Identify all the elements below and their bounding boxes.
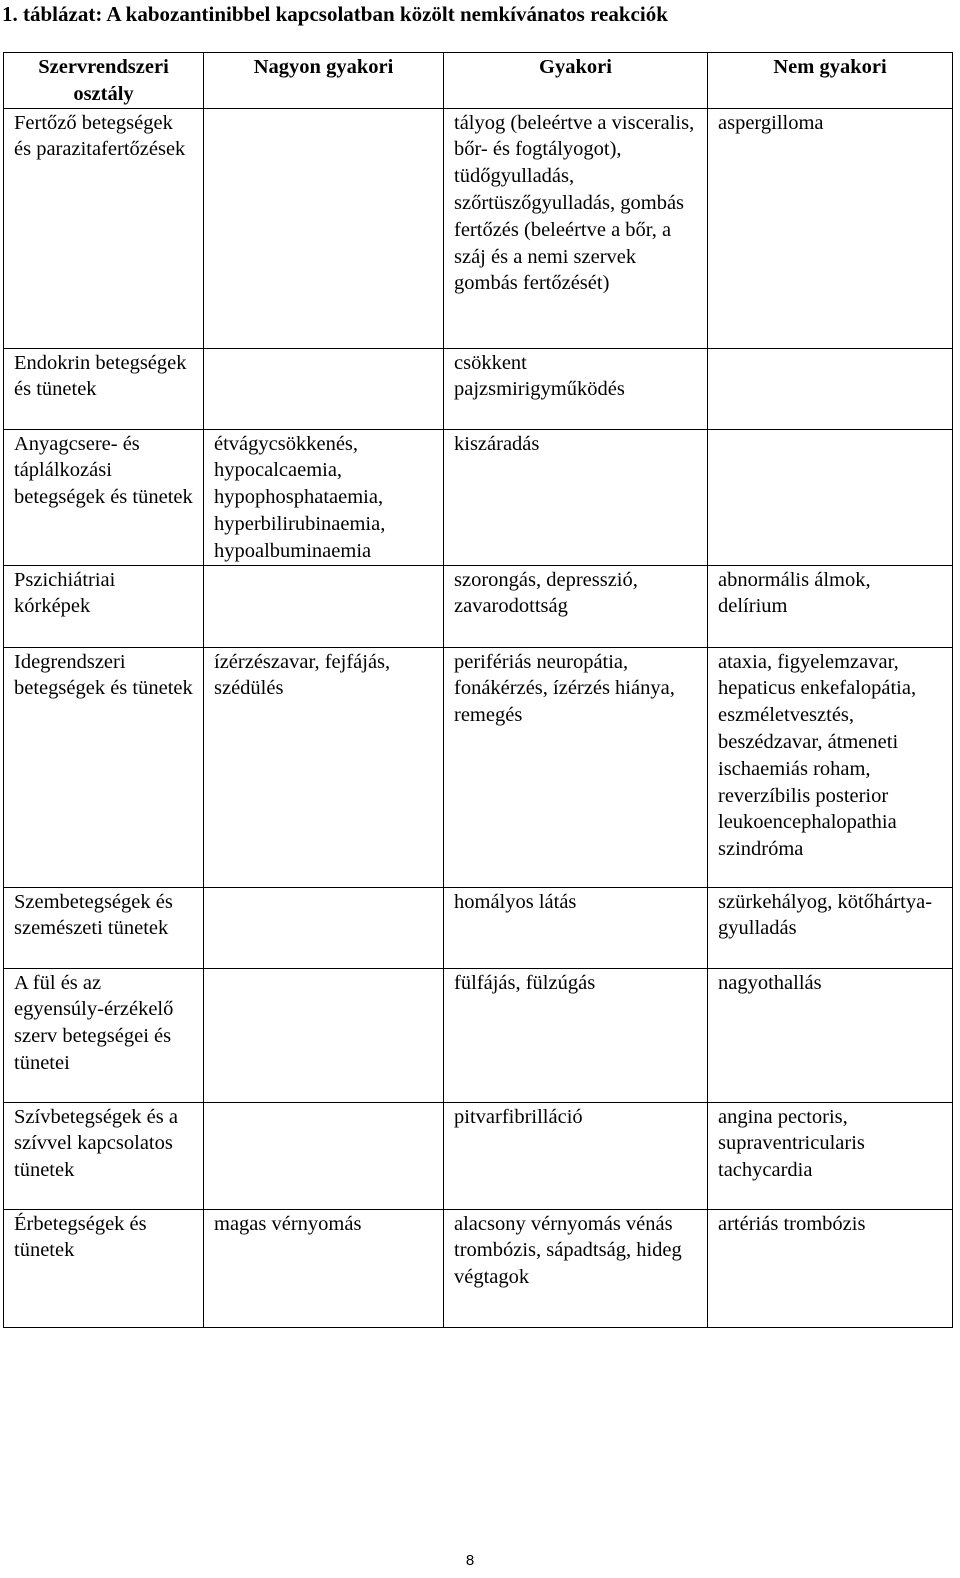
cell-common: kiszáradás [444, 429, 708, 565]
cell-very-common [204, 968, 444, 1102]
cell-very-common [204, 348, 444, 429]
cell-organ-class: Idegrendszeri betegségek és tünetek [4, 647, 204, 887]
cell-organ-class: A fül és az egyensúly-érzékelő szerv betegségei és tünetei [4, 968, 204, 1102]
cell-uncommon: aspergilloma [708, 108, 953, 348]
cell-uncommon: nagyothallás [708, 968, 953, 1102]
table-header-row [4, 53, 953, 109]
cell-organ-class: Anyagcsere- és táplálkozási betegségek és tünetek [4, 429, 204, 565]
cell-uncommon: artériás trombózis [708, 1209, 953, 1327]
table-caption: 1. táblázat: A kabozantinibbel kapcsolatban közölt nemkívánatos reakciók [2, 2, 668, 26]
table-row [4, 1209, 953, 1327]
adverse-reactions-table [3, 52, 953, 1328]
page-number: 8 [465, 1552, 475, 1569]
cell-very-common: ízérzészavar, fejfájás, szédülés [204, 647, 444, 887]
cell-common: homályos látás [444, 887, 708, 968]
cell-very-common: magas vérnyomás [204, 1209, 444, 1327]
cell-very-common: étvágycsökkenés, hypocalcaemia, hypophosphataemia, hyperbilirubinaemia, hypoalbuminaemia [204, 429, 444, 565]
cell-very-common [204, 565, 444, 647]
header-uncommon: Nem gyakori [708, 53, 953, 109]
cell-uncommon [708, 348, 953, 429]
cell-uncommon [708, 429, 953, 565]
cell-very-common [204, 108, 444, 348]
cell-common: fülfájás, fülzúgás [444, 968, 708, 1102]
table-row [4, 968, 953, 1102]
cell-uncommon: angina pectoris, supraventricularis tachycardia [708, 1102, 953, 1209]
cell-common: alacsony vérnyomás vénás trombózis, sápadtság, hideg végtagok [444, 1209, 708, 1327]
cell-very-common [204, 887, 444, 968]
cell-uncommon: abnormális álmok, delírium [708, 565, 953, 647]
cell-organ-class: Pszichiátriai kórképek [4, 565, 204, 647]
table-row [4, 565, 953, 647]
cell-organ-class: Fertőző betegségek és parazitafertőzések [4, 108, 204, 348]
cell-organ-class: Szembetegségek és szemészeti tünetek [4, 887, 204, 968]
table-row [4, 647, 953, 887]
table-row [4, 1102, 953, 1209]
cell-uncommon: ataxia, figyelemzavar, hepaticus enkefalopátia, eszméletvesztés, beszédzavar, átmeneti ischaemiás roham, reverzíbilis posterior leukoencephalopathia szindróma [708, 647, 953, 887]
header-very-common: Nagyon gyakori [204, 53, 444, 109]
table-row [4, 429, 953, 565]
header-common: Gyakori [444, 53, 708, 109]
cell-organ-class: Szívbetegségek és a szívvel kapcsolatos tünetek [4, 1102, 204, 1209]
table-row [4, 887, 953, 968]
cell-very-common [204, 1102, 444, 1209]
cell-uncommon: szürkehályog, kötőhártya-gyulladás [708, 887, 953, 968]
cell-organ-class: Érbetegségek és tünetek [4, 1209, 204, 1327]
table-row [4, 348, 953, 429]
cell-common: perifériás neuropátia, fonákérzés, ízérzés hiánya, remegés [444, 647, 708, 887]
header-organ-class: Szervrendszeri osztály [4, 53, 204, 109]
cell-common: tályog (beleértve a visceralis, bőr- és fogtályogot), tüdőgyulladás, szőrtüszőgyulladás, gombás fertőzés (beleértve a bőr, a száj és a nemi szervek gombás fertőzését) [444, 108, 708, 348]
cell-organ-class: Endokrin betegségek és tünetek [4, 348, 204, 429]
cell-common: pitvarfibrilláció [444, 1102, 708, 1209]
cell-common: szorongás, depresszió, zavarodottság [444, 565, 708, 647]
table-row [4, 108, 953, 348]
cell-common: csökkent pajzsmirigyműködés [444, 348, 708, 429]
